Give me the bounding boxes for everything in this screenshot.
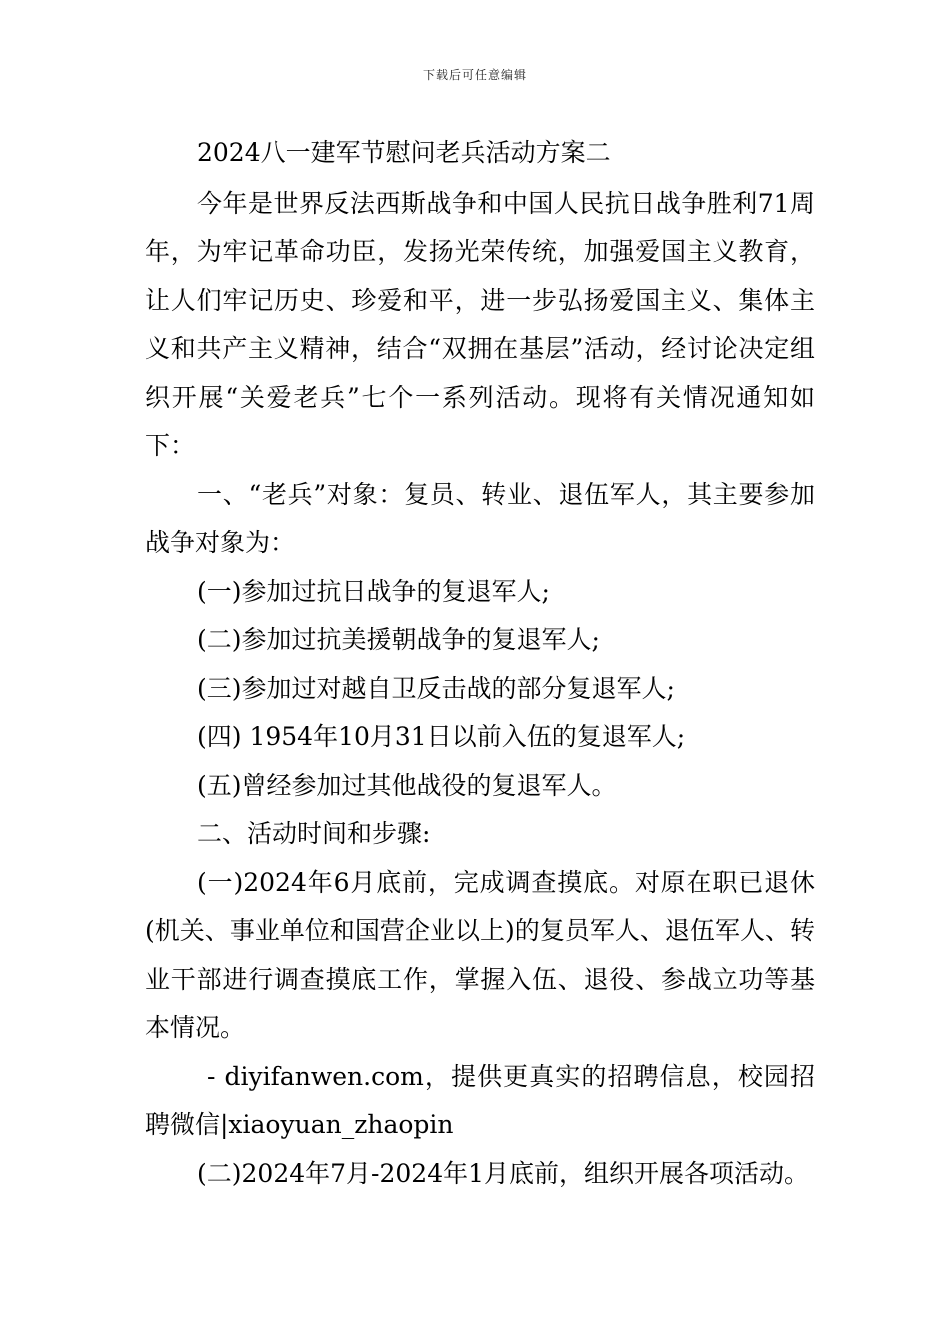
intro-paragraph: 今年是世界反法西斯战争和中国人民抗日战争胜利71周年，为牢记革命功臣，发扬光荣传统，加强爱国主义教育，让人们牢记历史、珍爱和平，进一步弘扬爱国主义、集体主义和共产主义精神，结合“双拥在基层”活动，经讨论决定组织开展“关爱老兵”七个一系列活动。现将有关情况通知如下： [145,188,815,460]
list-item-5: (五)曾经参加过其他战役的复退军人。 [197,770,617,800]
ad-paragraph: - diyifanwen.com，提供更真实的招聘信息，校园招聘微信|xiaoyuan_zhaopin [145,1061,815,1139]
section-2-heading: 二、活动时间和步骤: [197,819,431,848]
section-1-heading: 一、“老兵”对象：复员、转业、退伍军人，其主要参加战争对象为： [145,479,815,557]
document-body [145,129,815,1198]
step-1-paragraph: (一)2024年6月底前，完成调查摸底。对原在职已退休(机关、事业单位和国营企业以上)的复员军人、退伍军人、转业干部进行调查摸底工作，掌握入伍、退役、参战立功等基本情况。 [145,867,815,1042]
list-item-2: (二)参加过抗美援朝战争的复退军人; [197,625,600,654]
step-2-paragraph: (二)2024年7月-2024年1月底前，组织开展各项活动。 [197,1158,810,1188]
document-title: 2024八一建军节慰问老兵活动方案二 [197,138,611,167]
list-item-3: (三)参加过对越自卫反击战的部分复退军人; [197,673,675,703]
list-item-1: (一)参加过抗日战争的复退军人; [197,576,550,606]
list-item-4: (四) 1954年10月31日以前入伍的复退军人; [197,722,686,751]
header-note: 下载后可任意编辑 [422,68,527,82]
